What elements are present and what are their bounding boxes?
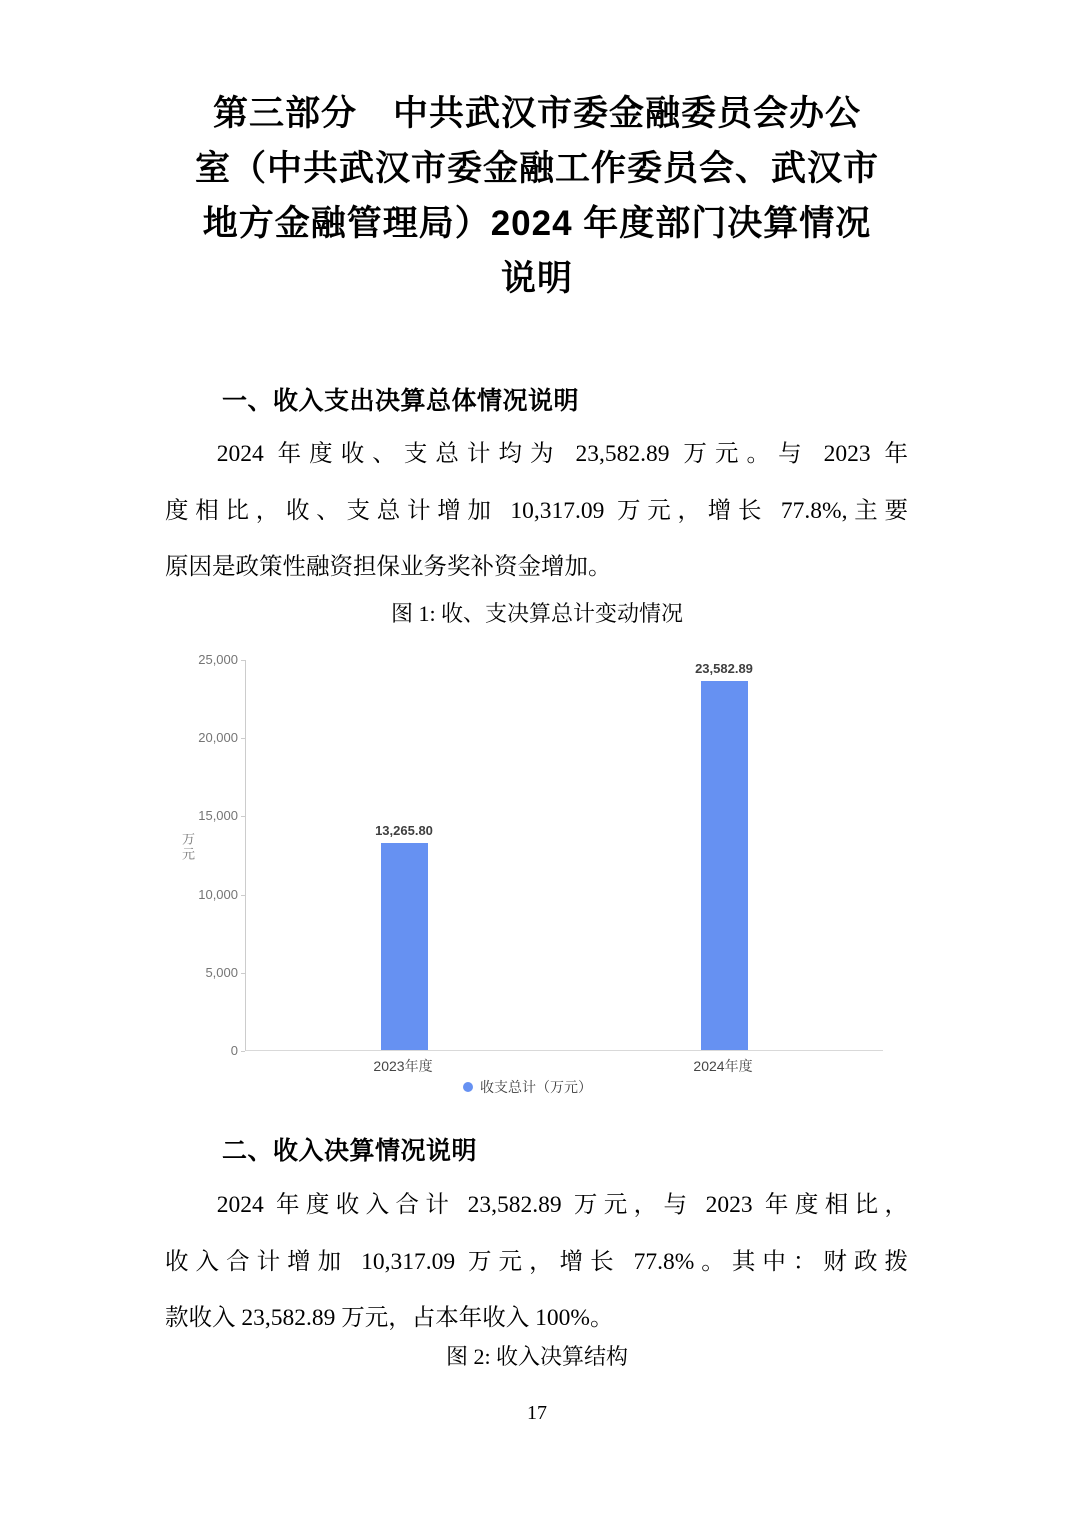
y-tick-label: 20,000 bbox=[198, 730, 238, 745]
page-title bbox=[60, 86, 1014, 306]
bar-value-label: 23,582.89 bbox=[695, 661, 753, 677]
y-tick-label: 25,000 bbox=[198, 652, 238, 667]
section2-heading: 二、收入决算情况说明 bbox=[222, 1137, 478, 1165]
paragraph-line: 2024 年度收、支总计均为 23,582.89 万元。与 2023 年 bbox=[216, 441, 908, 467]
paragraph-line: 度相比，收、支总计增加 10,317.09 万元，增长 77.8%,主要 bbox=[165, 497, 908, 524]
plot-area bbox=[245, 660, 883, 1051]
section1-paragraph bbox=[165, 426, 908, 596]
title-line-3: 地方金融管理局）2024 年度部门决算情况 bbox=[202, 204, 872, 243]
paragraph-line: 收入合计增加 10,317.09 万元，增长 77.8%。其中：财政拨 bbox=[165, 1248, 908, 1275]
chart-legend bbox=[170, 1077, 885, 1097]
bar-value-label: 13,265.80 bbox=[375, 822, 433, 838]
y-tick-label: 0 bbox=[230, 1043, 238, 1058]
bar-chart bbox=[170, 648, 885, 1100]
x-axis-label-2024: 2024年度 bbox=[693, 1058, 753, 1074]
legend-marker-icon bbox=[463, 1082, 473, 1092]
figure1-caption: 图 1: 收、支决算总计变动情况 bbox=[390, 601, 684, 626]
y-axis-title: 万元 bbox=[180, 832, 195, 862]
paragraph-line: 款收入 23,582.89 万元，占本年收入 100%。 bbox=[165, 1305, 614, 1331]
title-line-4: 说明 bbox=[500, 259, 573, 298]
y-tick-mark bbox=[241, 1051, 245, 1052]
y-tick-label: 5,000 bbox=[205, 965, 238, 980]
bar-2024 bbox=[701, 681, 748, 1050]
section2-paragraph bbox=[165, 1177, 908, 1347]
figure2-caption: 图 2: 收入决算结构 bbox=[445, 1344, 629, 1369]
y-tick-label: 15,000 bbox=[198, 808, 238, 823]
bar-2023 bbox=[381, 843, 428, 1051]
paragraph-line: 原因是政策性融资担保业务奖补资金增加。 bbox=[165, 554, 612, 580]
page-number: 17 bbox=[527, 1402, 547, 1424]
legend-label: 收支总计（万元） bbox=[480, 1079, 592, 1095]
y-tick-label: 10,000 bbox=[198, 887, 238, 902]
x-axis-label-2023: 2023年度 bbox=[373, 1058, 433, 1074]
title-line-2: 室（中共武汉市委金融工作委员会、武汉市 bbox=[194, 149, 879, 188]
section1-heading: 一、收入支出决算总体情况说明 bbox=[222, 387, 580, 415]
title-line-1: 第三部分 中共武汉市委金融委员会办公 bbox=[212, 94, 861, 133]
paragraph-line: 2024 年度收入合计 23,582.89 万元，与 2023 年度相比， bbox=[216, 1192, 908, 1218]
